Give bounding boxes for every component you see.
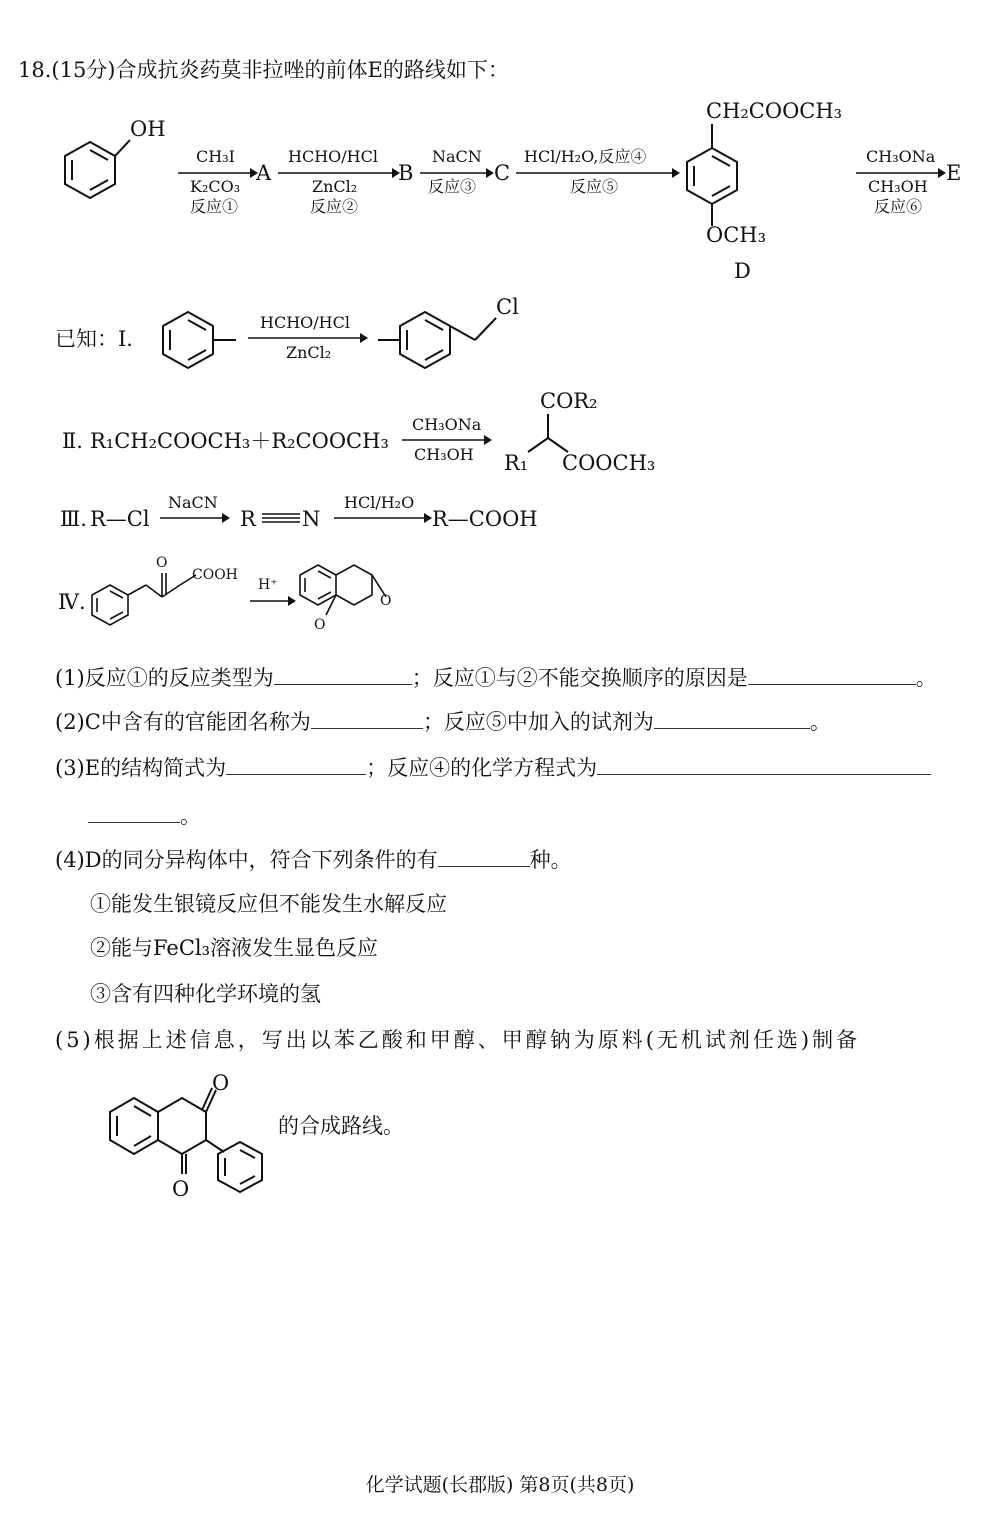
q3-answer-blank-1[interactable] — [226, 754, 366, 775]
q3-end: 。 — [180, 804, 201, 828]
known-reaction-1 — [0, 290, 1000, 380]
known4-prefix: Ⅳ. — [58, 590, 86, 614]
q4-condition-2: ②能与FeCl₃溶液发生显色反应 — [90, 936, 379, 960]
known2-product-left: R₁ — [504, 451, 529, 475]
synthesis-route-diagram — [0, 90, 1000, 290]
q3-answer-blank-2[interactable] — [597, 754, 931, 775]
known2-product-top: COR₂ — [540, 389, 598, 413]
product-b: B — [398, 161, 414, 185]
q1-end: 。 — [915, 666, 937, 690]
q1-prompt-a: (1)反应①的反应类型为 — [55, 666, 274, 690]
known4-product-o1: O — [380, 593, 392, 609]
known3-mid-n: N — [302, 507, 321, 531]
product-c: C — [494, 161, 511, 185]
known4-ketone-o: O — [156, 555, 168, 571]
step1-label: 反应① — [190, 197, 239, 216]
step6-reagent-top: CH₃ONa — [866, 147, 936, 166]
known2-reagent-bottom: CH₃OH — [414, 445, 474, 464]
known2-prefix: Ⅱ. — [62, 429, 83, 453]
known3-reagent-2: HCl/H₂O — [344, 493, 415, 512]
compound-d-label: D — [734, 259, 751, 283]
q5-structure-o1: O — [212, 1071, 230, 1095]
known1-cl: Cl — [496, 295, 519, 319]
known1-reagent-top: HCHO/HCl — [260, 313, 350, 332]
known-reaction-2 — [0, 380, 1000, 480]
q3-prompt-b: ；反应④的化学方程式为 — [366, 756, 598, 780]
step4-reagent-top: HCl/H₂O,反应④ — [524, 147, 647, 166]
question-4 — [55, 846, 572, 874]
question-3-continued — [88, 802, 201, 830]
q5-suffix: 的合成路线。 — [278, 1114, 404, 1138]
product-e: E — [946, 161, 962, 185]
compound-d-structure — [687, 124, 737, 226]
q4-condition-1: ①能发生银镜反应但不能发生水解反应 — [90, 892, 447, 916]
known3-reactant: R—Cl — [90, 507, 150, 531]
step5-label: 反应⑤ — [570, 177, 619, 196]
step3-label: 反应③ — [428, 177, 477, 196]
step1-reagent-bottom: K₂CO₃ — [190, 177, 241, 196]
phenol-oh-label: OH — [130, 117, 166, 141]
page-footer: 化学试题(长郡版) 第8页(共8页) — [365, 1474, 635, 1496]
q2-answer-blank-1[interactable] — [311, 708, 423, 729]
known3-reagent-1: NaCN — [168, 493, 218, 512]
q1-answer-blank-2[interactable] — [748, 664, 916, 685]
q5-structure-o2: O — [172, 1177, 190, 1201]
q2-prompt-b: ；反应⑤中加入的试剂为 — [422, 710, 654, 734]
known4-reactant-structure — [92, 573, 196, 625]
step3-reagent-top: NaCN — [432, 147, 482, 166]
step2-reagent-bottom: ZnCl₂ — [312, 177, 358, 196]
question-header: 18.(15分)合成抗炎药莫非拉唑的前体E的路线如下： — [18, 58, 509, 82]
known-prefix: 已知：Ⅰ. — [55, 327, 133, 351]
known2-reagent-top: CH₃ONa — [412, 415, 482, 434]
known3-product: R—COOH — [432, 507, 538, 531]
known3-mid-r: R — [240, 507, 256, 531]
q4-prompt-a: (4)D的同分异构体中，符合下列条件的有 — [55, 848, 438, 872]
question-3 — [55, 754, 931, 782]
compound-d-top-group: CH₂COOCH₃ — [706, 99, 843, 123]
q5-target-structure — [100, 1068, 280, 1208]
q1-answer-blank-1[interactable] — [274, 664, 412, 685]
compound-d-bottom-group: OCH₃ — [706, 223, 767, 247]
step6-reagent-bottom: CH₃OH — [868, 177, 928, 196]
known4-product-o2: O — [314, 617, 326, 633]
phenol-structure — [65, 140, 130, 198]
q4-answer-blank[interactable] — [438, 846, 530, 867]
q2-prompt-a: (2)C中含有的官能团名称为 — [55, 710, 311, 734]
q2-answer-blank-2[interactable] — [654, 708, 810, 729]
q4-condition-3: ③含有四种化学环境的氢 — [90, 982, 321, 1006]
q1-prompt-b: ；反应①与②不能交换顺序的原因是 — [411, 666, 748, 690]
known4-cooh: COOH — [192, 567, 238, 583]
question-5: (5)根据上述信息，写出以苯乙酸和甲醇、甲醇钠为原料(无机试剂任选)制备 — [55, 1028, 861, 1052]
known-reaction-4 — [0, 545, 1000, 655]
step2-reagent-top: HCHO/HCl — [288, 147, 378, 166]
known3-prefix: Ⅲ. — [60, 507, 87, 531]
product-a: A — [256, 161, 272, 185]
known2-reactants: R₁CH₂COOCH₃＋R₂COOCH₃ — [90, 429, 389, 453]
benzyl-chloride-structure — [378, 312, 496, 368]
known2-product-right: COOCH₃ — [562, 451, 656, 475]
known4-product-structure — [300, 565, 386, 615]
q3-prompt-a: (3)E的结构简式为 — [55, 756, 227, 780]
q4-prompt-b: 种。 — [529, 848, 572, 872]
q3-answer-blank-3[interactable] — [88, 802, 180, 823]
step1-reagent-top: CH₃I — [196, 147, 235, 166]
known-reaction-3 — [0, 490, 1000, 540]
question-2 — [55, 708, 831, 736]
known1-reagent-bottom: ZnCl₂ — [286, 343, 332, 362]
step6-label: 反应⑥ — [874, 197, 923, 216]
step2-label: 反应② — [310, 197, 359, 216]
q2-end: 。 — [809, 710, 831, 734]
known4-reagent: H⁺ — [258, 577, 278, 593]
benzene-structure-r1 — [163, 312, 236, 368]
question-1 — [55, 664, 937, 692]
